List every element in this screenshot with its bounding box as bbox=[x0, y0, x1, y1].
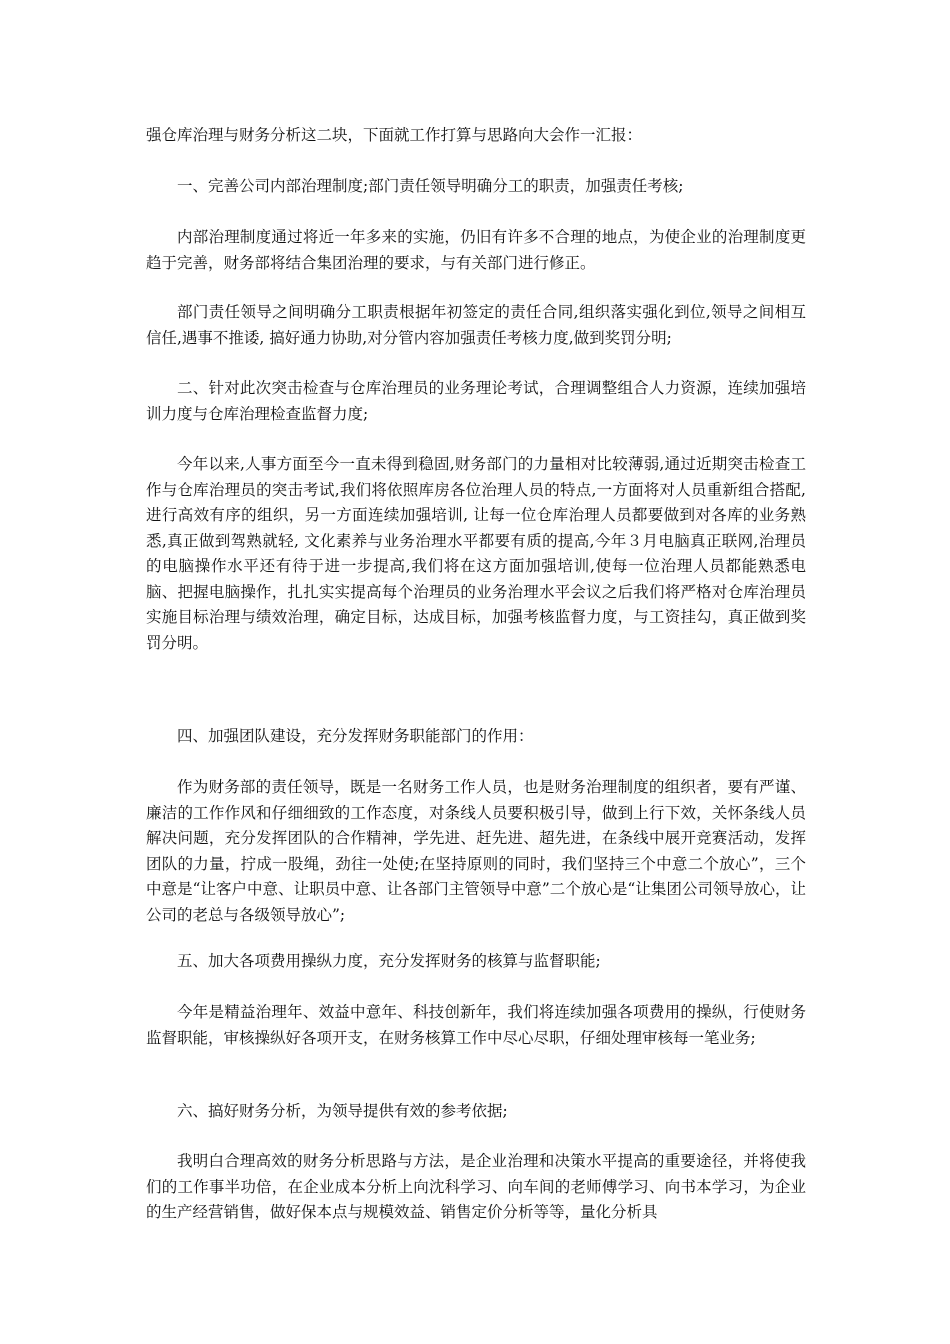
paragraph-internal-governance: 内部治理制度通过将近一年多来的实施，仍旧有许多不合理的地点，为使企业的治理制度更趋于完善，财务部将结合集团治理的要求，与有关部门进行修正。 bbox=[146, 228, 806, 272]
paragraph-department-responsibility: 部门责任领导之间明确分工职责根据年初签定的责任合同,组织落实强化到位,领导之间相互信任,遇事不推诿, 搞好通力协助,对分管内容加强责任考核力度,做到奖罚分明; bbox=[146, 303, 806, 347]
heading-section-5: 五、加大各项费用操纵力度，充分发挥财务的核算与监督职能; bbox=[177, 952, 601, 970]
heading-section-2: 二、针对此次突击检查与仓库治理员的业务理论考试，合理调整组合人力资源，连续加强培训力度与仓库治理检查监督力度; bbox=[146, 379, 806, 423]
heading-section-4: 四、加强团队建设，充分发挥财务职能部门的作用： bbox=[177, 727, 534, 745]
heading-section-1: 一、完善公司内部治理制度;部门责任领导明确分工的职责，加强责任考核; bbox=[177, 177, 684, 195]
paragraph-team-building: 作为财务部的责任领导，既是一名财务工作人员，也是财务治理制度的组织者，要有严谨、廉洁的工作作风和仔细细致的工作态度，对条线人员要积极引导，做到上行下效，关怀条线人员解决问题，充分发挥团队的合作精神，学先进、赶先进、超先进，在条线中展开竞赛活动，发挥团队的力量，拧成一股绳，劲往一处使;在坚持原则的同时，我们坚持三个中意二个放心”，三个中意是“让客户中意、让职员中意、让各部门主管领导中意”二个放心是“让集团公司领导放心，让公司的老总与各级领导放心”; bbox=[146, 778, 806, 924]
document-page bbox=[146, 0, 806, 1344]
paragraph-personnel-training: 今年以来,人事方面至今一直未得到稳固,财务部门的力量相对比较薄弱,通过近期突击检查工作与仓库治理员的突击考试,我们将依照库房各位治理人员的特点,一方面将对人员重新组合搭配, 进行高效有序的组织，另一方面连续加强培训, 让每一位仓库治理人员都要做到对各库的业务熟悉,真正做到驾熟就轻, 文化素养与业务治理水平都要有质的提高,今年３月电脑真正联网,治理员的电脑操作水平还有待于进一步提高,我们将在这方面加强培训,使每一位治理人员都能熟悉电脑、把握电脑操作，扎扎实实提高每个治理员的业务治理水平会议之后我们将严格对仓库治理员实施目标治理与绩效治理，确定目标，达成目标，加强考核监督力度，与工资挂勾，真正做到奖罚分明。 bbox=[146, 455, 806, 652]
paragraph-expense-control: 今年是精益治理年、效益中意年、科技创新年，我们将连续加强各项费用的操纵，行使财务监督职能，审核操纵好各项开支，在财务核算工作中尽心尽职，仔细处理审核每一笔业务; bbox=[146, 1003, 806, 1047]
paragraph-continuation: 强仓库治理与财务分析这二块，下面就工作打算与思路向大会作一汇报： bbox=[146, 126, 643, 144]
paragraph-financial-analysis: 我明白合理高效的财务分析思路与方法，是企业治理和决策水平提高的重要途径，并将使我们的工作事半功倍，在企业成本分析上向沈科学习、向车间的老师傅学习、向书本学习，为企业的生产经营销售，做好保本点与规模效益、销售定价分析等等，量化分析具 bbox=[146, 1152, 806, 1221]
heading-section-6: 六、搞好财务分析，为领导提供有效的参考依据; bbox=[177, 1102, 508, 1120]
